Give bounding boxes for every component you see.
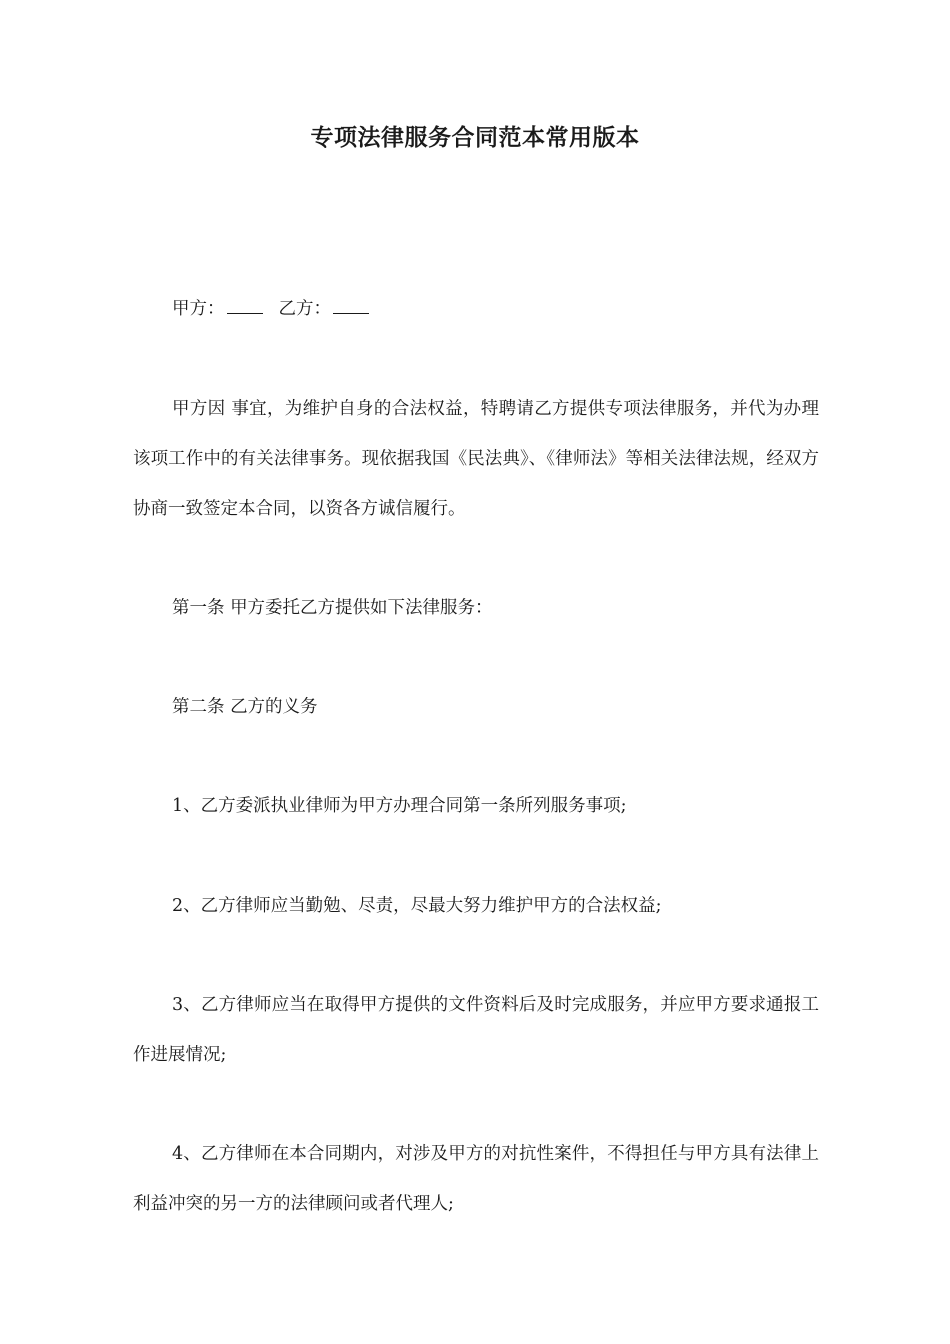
party-b-blank[interactable]	[333, 301, 369, 314]
article-1: 第一条 甲方委托乙方提供如下法律服务：	[172, 598, 493, 618]
clause-3: 3、乙方律师应当在取得甲方提供的文件资料后及时完成服务，并应甲方要求通报工作进展情况;	[133, 995, 819, 1065]
party-a-blank[interactable]	[227, 301, 263, 314]
clause-1: 1、乙方委派执业律师为甲方办理合同第一条所列服务事项;	[172, 796, 627, 816]
article-2: 第二条 乙方的义务	[172, 697, 318, 717]
parties-line	[133, 284, 819, 334]
preamble-paragraph: 甲方因 事宜，为维护自身的合法权益，特聘请乙方提供专项法律服务，并代为办理该项工作中的有关法律事务。现依据我国《民法典》、《律师法》等相关法律法规，经双方协商一致签定本合同，以资各方诚信履行。	[133, 399, 819, 519]
clause-2: 2、乙方律师应当勤勉、尽责，尽最大努力维护甲方的合法权益;	[172, 896, 662, 916]
clause-4: 4、乙方律师在本合同期内，对涉及甲方的对抗性案件，不得担任与甲方具有法律上利益冲突的另一方的法律顾问或者代理人;	[133, 1144, 819, 1214]
document-title: 专项法律服务合同范本常用版本	[310, 125, 640, 151]
party-a-label: 甲方：	[172, 299, 225, 319]
party-b-label: 乙方：	[278, 299, 331, 319]
